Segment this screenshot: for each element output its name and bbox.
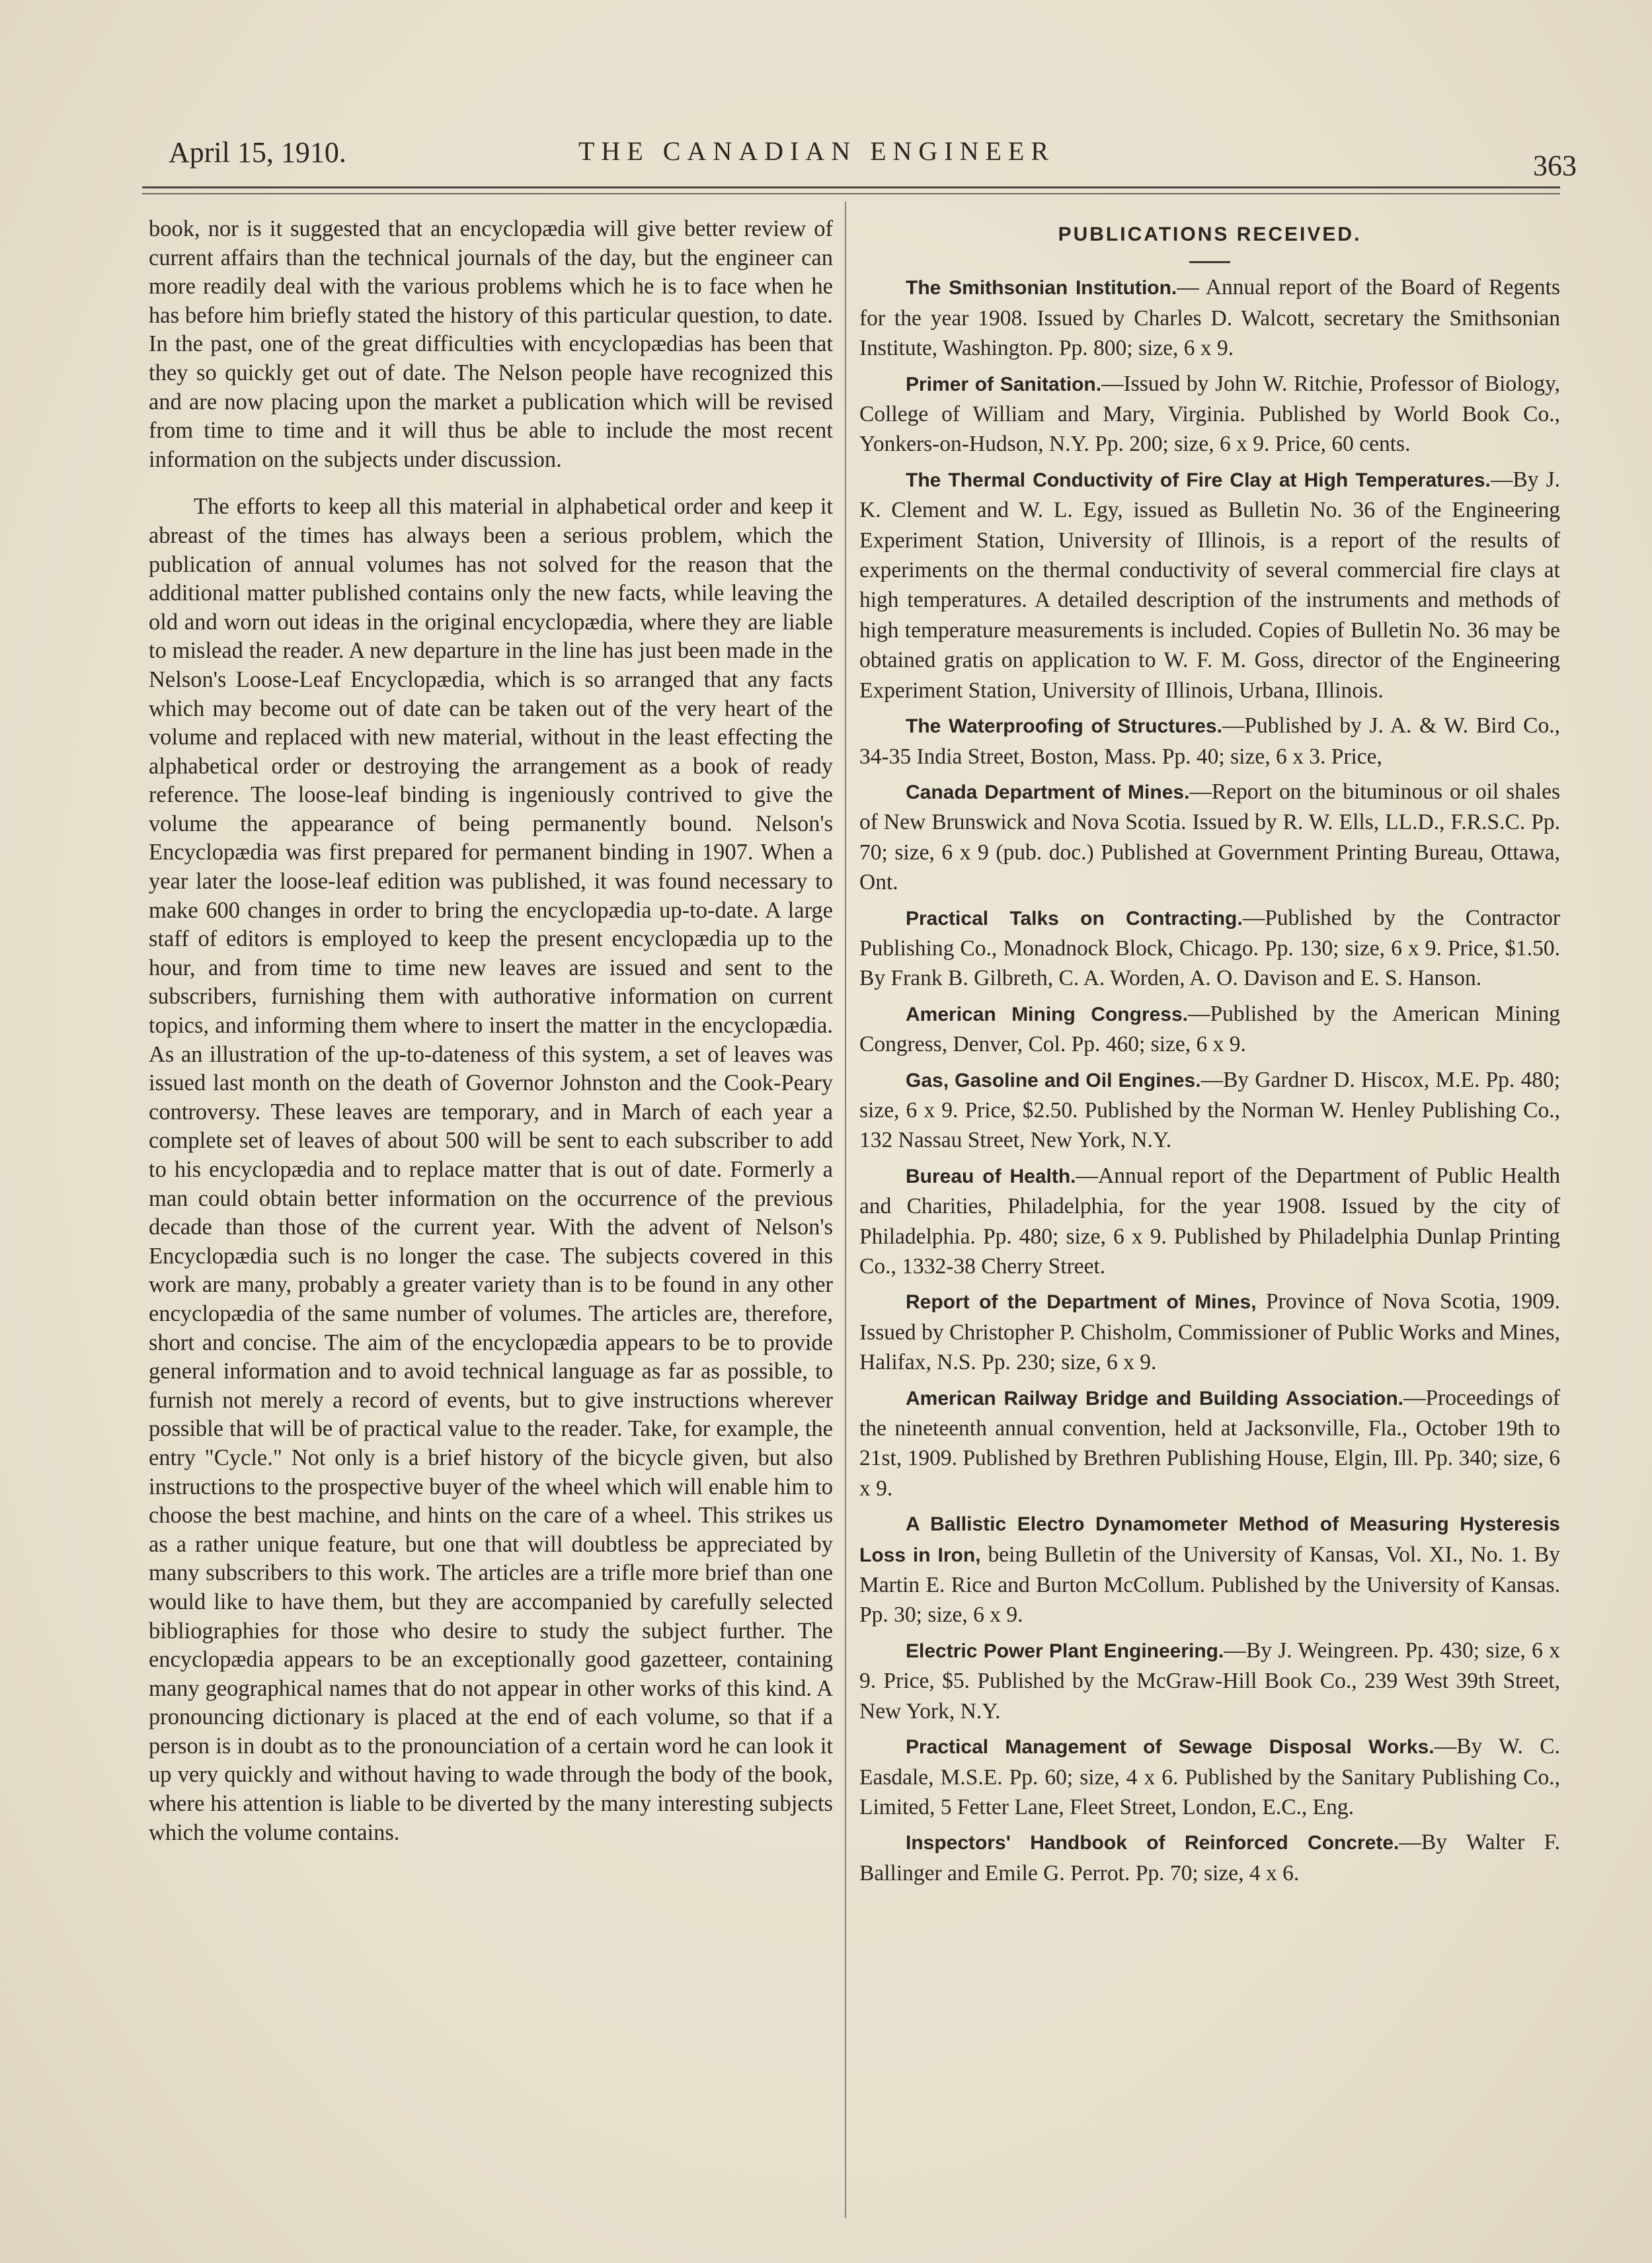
entry-title: Bureau of Health. [906, 1165, 1076, 1187]
publication-entry [859, 777, 1560, 898]
entry-text: —By J. Weingreen. Pp. 430; size, 6 x 9. Price, $5. Published by the McGraw-Hill Book Co., 239 West 39th Street, New York, N.Y. [859, 1638, 1560, 1724]
entry-text: —Report on the bituminous or oil shales of New Brunswick and Nova Scotia. Issued by R. W. Ells, LL.D., F.R.S.C. Pp. 70; size, 6 x 9 (pub. doc.) Published at Government Printing Bureau, Ottawa, Ont. [859, 779, 1560, 895]
entry-text: — Annual report of the Board of Regents for the year 1908. Issued by Charles D. Walcott, secretary the Smithsonian Institute, Washington. Pp. 800; size, 6 x 9. [859, 275, 1560, 361]
section-title-rule [1189, 261, 1230, 263]
article-paragraph: The efforts to keep all this material in alphabetical order and keep it abreast of the times has always been a serious problem, which the publication of annual volumes has not solved for the reason that the additional matter published contains only the new facts, while leaving the old and worn out ideas in the original encyclopædia, where they are liable to mislead the reader. A new departure in the line has just been made in the Nelson's Loose-Leaf Encyclopædia, which is so arranged that any facts which may become out of date can be taken out of the very heart of the volume and replaced with new material, without in the least effecting the alphabetical order or destroying the arrangement as a book of ready reference. The loose-leaf binding is ingeniously contrived to give the volume the appearance of being permanently bound. Nelson's Encyclopædia was first prepared for permanent binding in 1907. When a year later the loose-leaf edition was published, it was found necessary to make 600 changes in order to bring the encyclopædia up-to-date. A large staff of editors is employed to keep the present encyclopædia up to the hour, and from time to time new leaves are issued and sent to the subscribers, furnishing them with authorative information on current topics, and informing them where to insert the matter in the encyclopædia. As an illustration of the up-to-dateness of this system, a set of leaves was issued last month on the death of Governor Johnston and the Cook-Peary controversy. These leaves are temporary, and in March of each year a complete set of leaves of about 500 will be sent to each subscriber to add to his encyclopædia and to replace matter that is out of date. Formerly a man could obtain better information on the occurrence of the previous decade than those of the current year. With the advent of Nelson's Encyclopædia such is no longer the case. The subjects covered in this work are many, probably a greater variety than is to be found in any other encyclopædia of the same number of volumes. The articles are, therefore, short and concise. The aim of the encyclopædia appears to be to provide general information and to avoid technical language as far as possible, to furnish not merely a record of events, but to give instructions wherever possible that will be of practical value to the reader. Take, for example, the entry "Cycle." Not only is a brief history of the bicycle given, but also instructions to the prospective buyer of the wheel which will enable him to choose the best machine, and hints on the care of a wheel. This strikes us as a rather unique feature, but one that will doubtless be appreciated by many subscribers to this work. The articles are a trifle more brief than one would like to have them, but they are accompanied by carefully selected bibliographies for those who desire to study the subject further. The encyclopædia appears to be an exceptionally good gazetteer, containing many geographical names that do not appear in other works of this kind. A pronouncing dictionary is placed at the end of each volume, so that if a person is in doubt as to the pronounciation of a certain word he can look it up very quickly and without having to wade through the body of the book, where his attention is liable to be diverted by the many interesting subjects which the volume contains. [149, 494, 833, 1845]
entry-text: —By W. C. Easdale, M.S.E. Pp. 60; size, 4 x 6. Published by the Sanitary Publishing Co., Limited, 5 Fetter Lane, Fleet Street, London, E.C., Eng. [859, 1734, 1560, 1819]
entry-title: Report of the Department of Mines, [906, 1291, 1257, 1314]
page-header [169, 136, 1577, 182]
entry-text: —Published by the Contractor Publishing Co., Monadnock Block, Chicago. Pp. 130; size, 6 x 9. Price, $1.50. By Frank B. Gilbreth, C. A. Worden, A. O. Davison and E. S. Hanson. [859, 905, 1561, 991]
section-title: PUBLICATIONS RECEIVED. [1058, 223, 1362, 245]
entry-text: —By Walter F. Ballinger and Emile G. Perrot. Pp. 70; size, 4 x 6. [859, 1830, 1560, 1886]
header-rule [142, 186, 1560, 188]
entry-title: A Ballistic Electro Dynamometer Method of Measuring Hysteresis Loss in Iron, [859, 1513, 1560, 1566]
entry-title: Practical Talks on Contracting. [906, 907, 1243, 930]
entry-title: Electric Power Plant Engineering. [906, 1640, 1224, 1662]
entry-text: —Published by the American Mining Congress, Denver, Col. Pp. 460; size, 6 x 9. [859, 1001, 1560, 1057]
publication-entry [859, 1636, 1560, 1726]
entry-title: Primer of Sanitation. [906, 373, 1102, 395]
publication-entry [859, 1383, 1560, 1504]
publication-entry [859, 903, 1560, 994]
entry-title: The Smithsonian Institution. [906, 277, 1177, 299]
publication-entry [859, 1509, 1560, 1630]
entry-text: —Published by J. A. & W. Bird Co., 34-35 India Street, Boston, Mass. Pp. 40; size, 6 x 3. Price, [859, 713, 1560, 769]
entry-text: —By J. K. Clement and W. L. Egy, issued as Bulletin No. 36 of the Engineering Experiment Station, University of Illinois, is a report of the results of experiments on the thermal conductivity of several commercial fire clays at high temperatures. A detailed description of the instruments and methods of high temperature measurements is included. Copies of Bulletin No. 36 may be obtained gratis on application to W. F. M. Goss, director of the Engineering Experiment Station, University of Illinois, Urbana, Illinois. [859, 467, 1560, 703]
publication-entry [859, 369, 1560, 459]
entry-text: —Issued by John W. Ritchie, Professor of Biology, College of William and Mary, Virginia. Published by World Book Co., Yonkers-on-Hudson, N.Y. Pp. 200; size, 6 x 9. Price, 60 cents. [859, 371, 1560, 457]
publication-entry [859, 465, 1560, 705]
publication-entry [859, 1827, 1560, 1888]
publication-entry [859, 1287, 1560, 1377]
left-column [149, 215, 833, 1847]
entry-text: —Annual report of the Department of Public Health and Charities, Philadelphia, for the year 1908. Issued by the city of Philadelphia. Pp. 480; size, 6 x 9. Published by Philadelphia Dunlap Printing Co., 1332-38 Cherry Street. [859, 1163, 1560, 1279]
publication-title: THE CANADIAN ENGINEER [578, 136, 1056, 166]
entry-title: The Waterproofing of Structures. [906, 715, 1222, 738]
entry-text: —By Gardner D. Hiscox, M.E. Pp. 480; size, 6 x 9. Price, $2.50. Published by the Norman W. Henley Publishing Co., 132 Nassau Street, New York, N.Y. [859, 1067, 1561, 1153]
publication-entry [859, 711, 1560, 772]
header-rule-secondary [142, 193, 1560, 194]
page-number: 363 [1533, 149, 1577, 182]
entry-title: American Railway Bridge and Building Association. [906, 1387, 1404, 1409]
entry-title: Canada Department of Mines. [906, 781, 1190, 803]
right-column [859, 212, 1560, 1893]
publication-entry [859, 1731, 1560, 1822]
entry-title: American Mining Congress. [906, 1003, 1189, 1025]
column-divider [845, 202, 846, 2218]
entry-text: —Proceedings of the nineteenth annual convention, held at Jacksonville, Fla., October 19th to 21st, 1909. Published by Brethren Publishing House, Elgin, Ill. Pp. 340; size, 6 x 9. [859, 1385, 1560, 1501]
entry-text: Province of Nova Scotia, 1909. Issued by Christopher P. Chisholm, Commissioner of Public Works and Mines, Halifax, N.S. Pp. 230; size, 6 x 9. [859, 1289, 1560, 1375]
publication-entry [859, 272, 1560, 363]
publication-entry [859, 1065, 1560, 1156]
entry-title: The Thermal Conductivity of Fire Clay at High Temperatures. [906, 469, 1491, 491]
article-paragraph: book, nor is it suggested that an encyclopædia will give better review of current affairs than the technical journals of the day, but the engineer can more readily deal with the various problems which he is to face when he has before him briefly stated the history of this particular question, to date. In the past, one of the great difficulties with encyclopædias has been that they so quickly get out of date. The Nelson people have recognized this and are now placing upon the market a publication which will be revised from time to time and it will thus be able to include the most recent information on the subjects under discussion. [149, 216, 833, 472]
entry-title: Inspectors' Handbook of Reinforced Concrete. [906, 1832, 1399, 1854]
entry-text: being Bulletin of the University of Kansas, Vol. XI., No. 1. By Martin E. Rice and Burton McCollum. Published by the University of Kansas. Pp. 30; size, 6 x 9. [859, 1542, 1560, 1628]
issue-date: April 15, 1910. [169, 136, 346, 169]
publication-entry [859, 999, 1560, 1060]
publication-entry [859, 1161, 1560, 1282]
entry-title: Gas, Gasoline and Oil Engines. [906, 1069, 1201, 1092]
entry-title: Practical Management of Sewage Disposal Works. [906, 1736, 1435, 1759]
